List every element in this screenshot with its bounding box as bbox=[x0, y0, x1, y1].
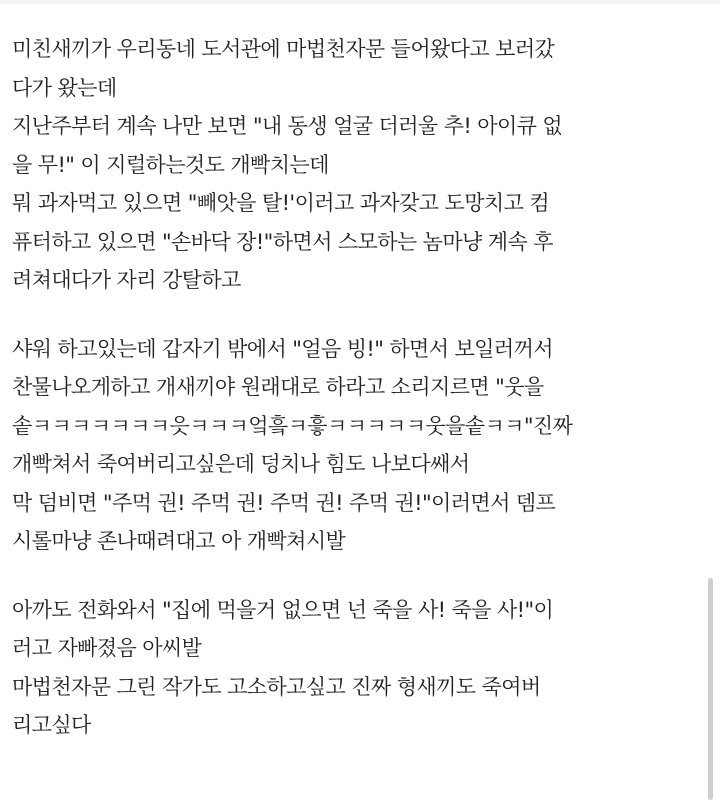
text-line: 러고 자빠졌음 아씨발 bbox=[12, 636, 202, 660]
text-line: 막 덤비면 "주먹 권! 주먹 권! 주먹 권! 주먹 권!"이러면서 뎀프 bbox=[12, 490, 556, 515]
text-line: 솥ㅋㅋㅋㅋㅋㅋㅋ읏ㅋㅋㅋ엌흨ㅋ흫ㅋㅋㅋㅋㅋ웃을솥ㅋㅋ"진짜 bbox=[12, 413, 573, 438]
text-line: 퓨터하고 있으면 "손바닥 장!"하면서 스모하는 놈마냥 계속 후 bbox=[12, 229, 553, 254]
text-line: 샤워 하고있는데 갑자기 밖에서 "얼음 빙!" 하면서 보일러꺼서 bbox=[12, 336, 553, 361]
text-line: 개빡쳐서 죽여버리고싶은데 덩치나 힘도 나보다쌔서 bbox=[12, 452, 470, 476]
text-line: 려쳐대다가 자리 강탈하고 bbox=[12, 268, 241, 292]
text-line: 지난주부터 계속 나만 보면 "내 동생 얼굴 더러울 추! 아이큐 없 bbox=[12, 114, 563, 138]
paragraph-gap bbox=[12, 300, 702, 330]
text-line: 마법천자문 그린 작가도 고소하고싶고 진짜 형새끼도 죽여버 bbox=[12, 674, 541, 699]
paragraph-3 bbox=[12, 591, 702, 745]
text-line: 미친새끼가 우리동네 도서관에 마법천자문 들어왔다고 보러갔 bbox=[12, 37, 555, 61]
vertical-scrollbar[interactable] bbox=[708, 578, 713, 800]
top-edge-shade bbox=[0, 0, 720, 4]
post-body-text bbox=[12, 30, 702, 745]
text-line: 다가 왔는데 bbox=[12, 75, 117, 100]
text-line: 리고싶다 bbox=[12, 713, 91, 737]
paragraph-1 bbox=[12, 30, 702, 300]
text-line: 을 무!" 이 지럴하는것도 개빡치는데 bbox=[12, 152, 329, 177]
text-line: 시롤마냥 존나때려대고 아 개빡쳐시발 bbox=[12, 529, 346, 553]
paragraph-2 bbox=[12, 330, 702, 561]
paragraph-gap bbox=[12, 561, 702, 591]
text-line: 찬물나오게하고 개새끼야 원래대로 하라고 소리지르면 "웃을 bbox=[12, 375, 544, 399]
text-line: 뭐 과자먹고 있으면 "빼앗을 탈!'이러고 과자갖고 도망치고 컴 bbox=[12, 191, 550, 215]
text-line: 아까도 전화와서 "집에 먹을거 없으면 넌 죽을 사! 죽을 사!"이 bbox=[12, 597, 554, 622]
